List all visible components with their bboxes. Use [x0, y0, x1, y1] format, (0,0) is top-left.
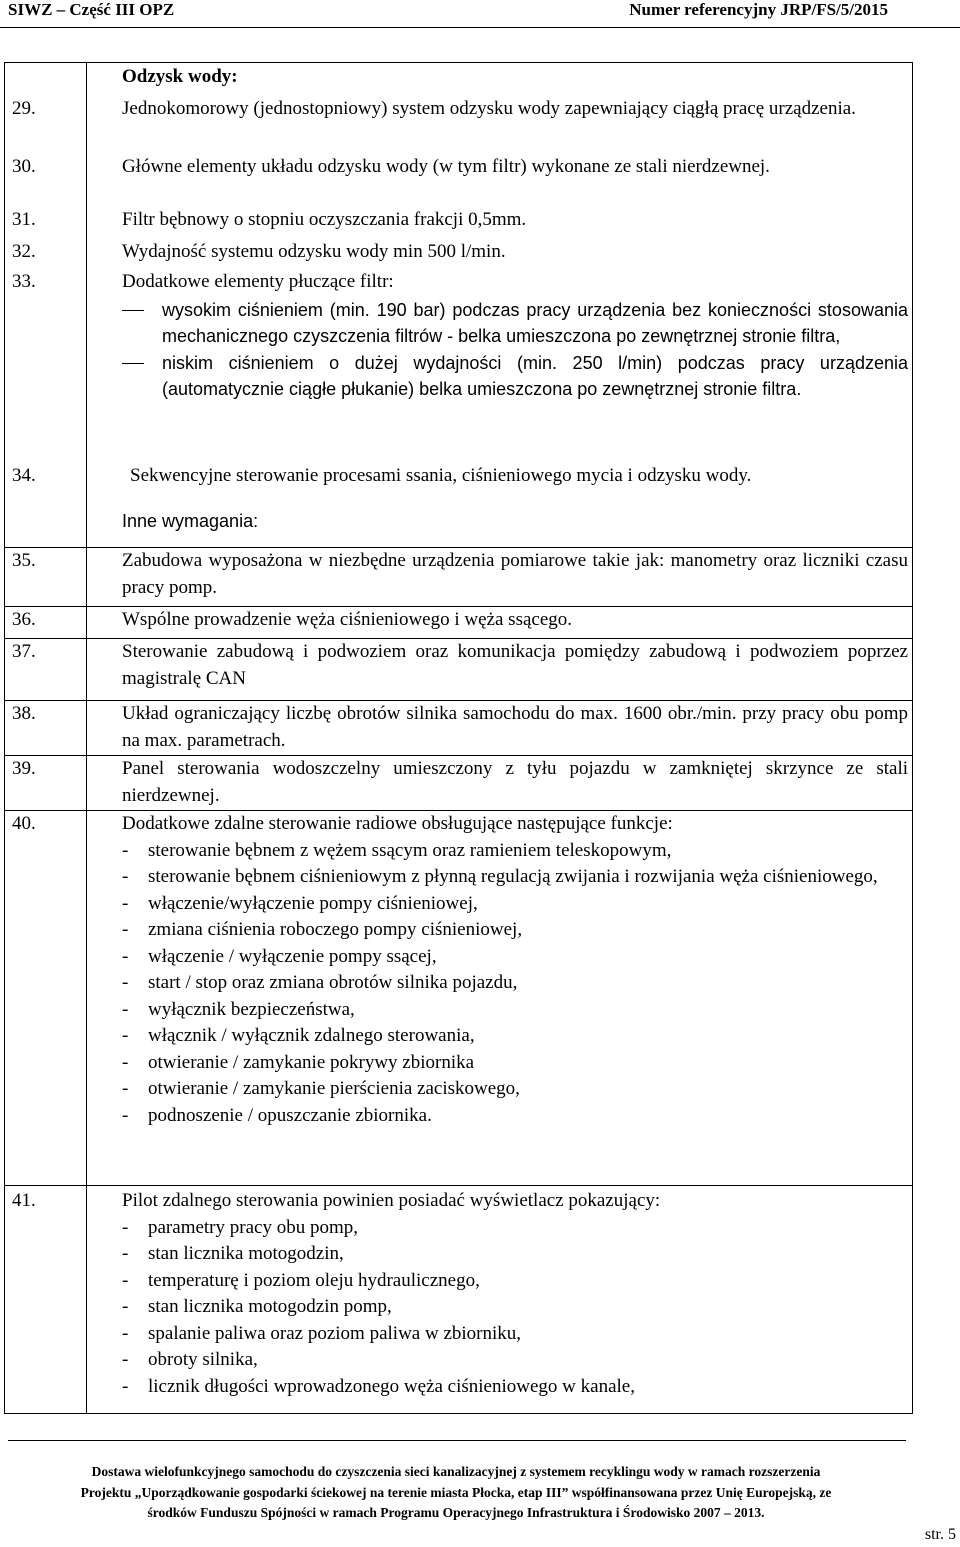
list-item — [122, 1215, 908, 1242]
item-body — [122, 811, 908, 1129]
section-heading-water-recovery: Odzysk wody: — [122, 66, 238, 87]
footer-line: Dostawa wielofunkcyjnego samochodu do czyszczenia sieci kanalizacyjnej z systemem recyklingu wody w ramach rozszerzenia — [91, 1464, 821, 1479]
item-text: Panel sterowania wodoszczelny umieszczony z tyłu pojazdu w zamkniętej skrzynce ze stali nierdzewnej. — [122, 758, 908, 806]
dash-bullet-icon — [122, 363, 144, 364]
hyphen-bullet-icon: - — [122, 1322, 129, 1344]
list-item — [122, 1023, 908, 1050]
hyphen-bullet-icon: - — [122, 1078, 129, 1099]
hyphen-bullet-icon: - — [122, 892, 129, 914]
list-item — [122, 1294, 908, 1321]
section-heading-other: Inne wymagania: — [122, 511, 259, 531]
item-number: 31. — [12, 209, 36, 230]
list-item-text: parametry pracy obu pomp, — [148, 1216, 358, 1238]
hyphen-bullet-icon: - — [122, 998, 129, 1020]
table-row — [4, 700, 913, 751]
list-item — [122, 970, 908, 997]
item-number: 40. — [12, 813, 36, 834]
list-item-text: wyłącznik bezpieczeństwa, — [148, 998, 355, 1020]
list-item-text: niskim ciśnieniem o dużej wydajności (min. 250 l/min) podczas pracy urządzenia (automatycznie ciągłe płukanie) belka umieszczona po zewnętrznej stronie filtra. — [162, 352, 908, 399]
list-item-text: start / stop oraz zmiana obrotów silnika pojazdu, — [148, 972, 518, 993]
list-item-text: sterowanie bębnem z wężem ssącym oraz ramieniem teleskopowym, — [148, 839, 672, 861]
item-number: 39. — [12, 758, 36, 779]
item-text: Zabudowa wyposażona w niezbędne urządzenia pomiarowe takie jak: manometry oraz liczniki czasu pracy pomp. — [122, 550, 908, 598]
footer-line: środków Funduszu Spójności w ramach Programu Operacyjnego Infrastruktura i Środowisko 2007 – 2013. — [147, 1505, 765, 1520]
list-item — [122, 891, 908, 918]
function-list — [122, 838, 908, 1130]
hyphen-bullet-icon: - — [122, 1243, 129, 1264]
item-text: Pilot zdalnego sterowania powinien posiadać wyświetlacz pokazujący: — [122, 1190, 661, 1211]
table-row — [4, 810, 913, 1126]
list-item — [122, 297, 908, 350]
hyphen-bullet-icon: - — [122, 1296, 129, 1317]
list-item-text: stan licznika motogodzin pomp, — [148, 1296, 392, 1317]
hyphen-bullet-icon: - — [122, 1375, 129, 1397]
list-item-text: otwieranie / zamykanie pierścienia zaciskowego, — [148, 1078, 520, 1099]
list-item — [122, 1347, 908, 1374]
header-reference-number: Numer referencyjny JRP/FS/5/2015 — [629, 0, 888, 19]
list-item-text: włączenie/wyłączenie pompy ciśnieniowej, — [148, 892, 478, 914]
page-footer — [0, 1462, 912, 1524]
table-row — [4, 638, 913, 689]
header-rule — [0, 27, 960, 28]
hyphen-bullet-icon: - — [122, 1051, 129, 1073]
footer-rule — [8, 1440, 906, 1441]
item-number: 37. — [12, 641, 36, 662]
hyphen-bullet-icon: - — [122, 1025, 129, 1046]
item-number: 41. — [12, 1190, 36, 1211]
list-item — [122, 1321, 908, 1348]
hyphen-bullet-icon: - — [122, 1349, 129, 1370]
list-item — [122, 917, 908, 944]
header-title: SIWZ – Część III OPZ — [8, 0, 175, 19]
sub-list — [122, 297, 908, 403]
list-item-text: spalanie paliwa oraz poziom paliwa w zbiorniku, — [148, 1322, 522, 1344]
item-text: Filtr bębnowy o stopniu oczyszczania frakcji 0,5mm. — [122, 209, 527, 230]
list-item — [122, 1103, 908, 1130]
item-text: Wydajność systemu odzysku wody min 500 l/min. — [122, 241, 506, 262]
hyphen-bullet-icon: - — [122, 839, 129, 861]
list-item — [122, 1268, 908, 1295]
hyphen-bullet-icon: - — [122, 945, 129, 967]
list-item — [122, 1050, 908, 1077]
table-row — [4, 1185, 913, 1397]
list-item — [122, 1241, 908, 1268]
hyphen-bullet-icon: - — [122, 919, 129, 940]
list-item-text: zmiana ciśnienia roboczego pompy ciśnieniowej, — [148, 919, 523, 940]
hyphen-bullet-icon: - — [122, 1269, 129, 1291]
item-text: Główne elementy układu odzysku wody (w tym filtr) wykonane ze stali nierdzewnej. — [122, 156, 770, 177]
item-number: 35. — [12, 550, 36, 571]
item-text: Jednokomorowy (jednostopniowy) system odzysku wody zapewniający ciągłą pracę urządzenia. — [122, 98, 856, 119]
table-row — [4, 755, 913, 806]
hyphen-bullet-icon: - — [122, 1216, 129, 1238]
table-column-divider — [86, 62, 87, 1414]
item-text: Dodatkowe elementy płuczące filtr: — [122, 271, 394, 292]
list-item-text: podnoszenie / opuszczanie zbiornika. — [148, 1104, 432, 1126]
list-item-text: licznik długości wprowadzonego węża ciśnieniowego w kanale, — [148, 1375, 635, 1397]
hyphen-bullet-icon: - — [122, 972, 129, 993]
list-item-text: temperaturę i poziom oleju hydraulicznego, — [148, 1269, 480, 1291]
page-header — [0, 0, 960, 30]
list-item-text: włącznik / wyłącznik zdalnego sterowania, — [148, 1025, 475, 1046]
hyphen-bullet-icon: - — [122, 866, 129, 887]
item-number: 34. — [12, 465, 36, 486]
dash-bullet-icon — [122, 310, 144, 311]
item-number: 30. — [12, 156, 36, 177]
item-number: 38. — [12, 703, 36, 724]
item-number: 36. — [12, 609, 36, 630]
item-body — [122, 1188, 908, 1400]
hyphen-bullet-icon: - — [122, 1104, 129, 1126]
item-text: Sekwencyjne sterowanie procesami ssania, ciśnieniowego mycia i odzysku wody. — [130, 465, 752, 486]
list-item — [122, 944, 908, 971]
item-text: Wspólne prowadzenie węża ciśnieniowego i węża ssącego. — [122, 609, 573, 630]
item-number: 33. — [12, 271, 36, 292]
list-item-text: stan licznika motogodzin, — [148, 1243, 344, 1264]
item-text: Dodatkowe zdalne sterowanie radiowe obsługujące następujące funkcje: — [122, 813, 673, 834]
page-number: str. 5 — [924, 1526, 956, 1543]
footer-line: Projektu „Uporządkowanie gospodarki ściekowej na terenie miasta Płocka, etap III” współfinansowana przez Unię Europejską, ze — [80, 1484, 832, 1500]
item-text: Układ ograniczający liczbę obrotów silnika samochodu do max. 1600 obr./min. przy pracy obu pomp na max. parametrach. — [122, 703, 908, 751]
list-item — [122, 838, 908, 865]
list-item-text: sterowanie bębnem ciśnieniowym z płynną regulacją zwijania i rozwijania węża ciśnieniowego, — [148, 866, 878, 887]
list-item — [122, 1076, 908, 1103]
item-text: Sterowanie zabudową i podwoziem oraz komunikacja pomiędzy zabudową i podwoziem poprzez magistralę CAN — [122, 641, 908, 689]
item-body — [122, 269, 908, 403]
list-item — [122, 997, 908, 1024]
list-item-text: włączenie / wyłączenie pompy ssącej, — [148, 945, 437, 967]
list-item — [122, 864, 908, 891]
list-item — [122, 1374, 908, 1401]
list-item-text: obroty silnika, — [148, 1349, 258, 1370]
item-number: 29. — [12, 98, 36, 119]
list-item-text: otwieranie / zamykanie pokrywy zbiornika — [148, 1051, 475, 1073]
table-row — [4, 606, 913, 630]
list-item — [122, 350, 908, 403]
display-list — [122, 1215, 908, 1401]
table-row — [4, 547, 913, 598]
list-item-text: wysokim ciśnieniem (min. 190 bar) podczas pracy urządzenia bez konieczności stosowania mechanicznego czyszczenia filtrów - belka umieszczona po zewnętrznej stronie filtra, — [162, 299, 908, 346]
item-number: 32. — [12, 241, 36, 262]
